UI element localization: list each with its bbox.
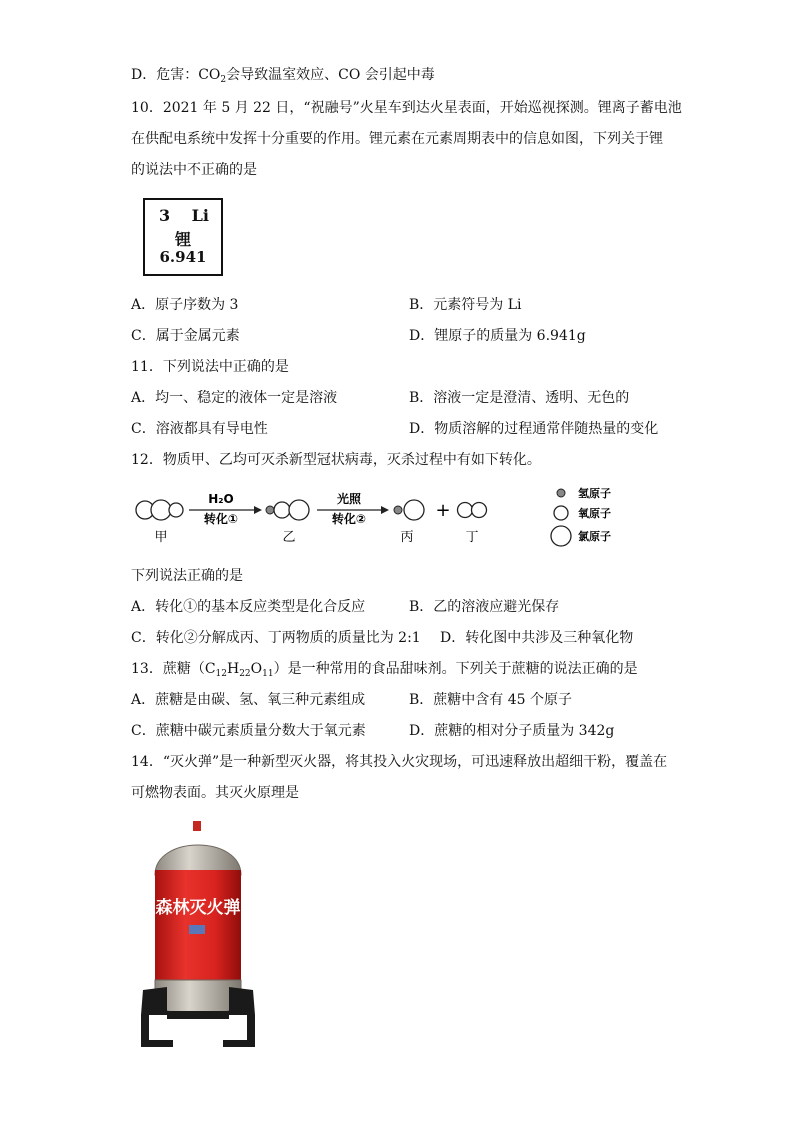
legend-oxygen: 氧原子 [578,507,611,520]
q13-stem: 13．蔗糖$(C_{12}H_{22}O_{11})$是一种常用的食品甜味剂。下列关于蔗糖的说法正确的是 [131,661,638,679]
periodic-table-cell [143,198,223,276]
molecule-bing [394,500,424,520]
molecule-ding [458,503,487,518]
q10-option-c[interactable]: C．属于金属元素 [131,328,240,344]
fire-extinguisher-bomb-image [133,815,263,1050]
label-yi: 乙 [282,530,296,545]
arrow2-top-label: 光照 [336,492,362,506]
atomic-mass: 6.941 [159,248,207,266]
q11-option-b[interactable]: B．溶液一定是澄清、透明、无色的 [409,390,630,406]
label-ding: 丁 [465,530,479,545]
bottle-brand-text: 森林灭火弹 [155,898,241,918]
q11-option-a[interactable]: A．均一、稳定的液体一定是溶液 [131,390,338,406]
q14-stem-line2: 可燃物表面。其灭火原理是 [131,785,299,801]
q10-stem-line2: 在供配电系统中发挥十分重要的作用。锂元素在元素周期表中的信息如图，下列关于锂 [131,131,663,147]
q9-option-d: D．危害：$CO_2$会导致温室效应、CO 会引起中毒 [131,67,435,85]
arrow1-top-label: H₂O [208,492,234,506]
legend-chlorine: 氯原子 [578,530,611,543]
q10-option-b[interactable]: B．元素符号为 Li [409,297,522,313]
q10-option-d[interactable]: D．锂原子的质量为 6.941g [409,328,586,344]
q10-stem-line3: 的说法中不正确的是 [131,162,257,178]
atom-legend [551,486,611,546]
reaction-diagram [131,483,671,555]
q10-stem-line1: 10．2021 年 5 月 22 日，“祝融号”火星车到达火星表面，开始巡视探测。锂离子蓄电池 [131,100,682,116]
q12-option-c[interactable]: C．转化②分解成丙、丁两物质的质量比为 2:1 [131,630,421,646]
label-jia: 甲 [154,530,168,545]
plus-sign: + [435,500,451,521]
q13-option-d[interactable]: D．蔗糖的相对分子质量为 342g [409,723,615,739]
q13-option-a[interactable]: A．蔗糖是由碳、氢、氧三种元素组成 [131,692,366,708]
arrow-conversion-1 [189,492,262,526]
legend-hydrogen: 氢原子 [578,487,611,500]
element-name: 锂 [174,230,191,249]
q10-option-a[interactable]: A．原子序数为 3 [131,297,239,313]
q11-option-d[interactable]: D．物质溶解的过程通常伴随热量的变化 [409,421,659,437]
q12-option-b[interactable]: B．乙的溶液应避光保存 [409,599,560,615]
q12-followup: 下列说法正确的是 [131,568,243,584]
atomic-number: 3 [159,206,171,225]
label-bing: 丙 [400,530,414,545]
q13-option-b[interactable]: B．蔗糖中含有 45 个原子 [409,692,573,708]
arrow-conversion-2 [317,491,389,526]
q14-stem-line1: 14．“灭火弹”是一种新型灭火器，将其投入火灾现场，可迅速释放出超细干粉，覆盖在 [131,754,668,770]
element-symbol: Li [191,206,209,225]
arrow2-bottom-label: 转化② [331,512,367,526]
q12-option-d[interactable]: D．转化图中共涉及三种氧化物 [440,630,634,646]
q12-option-a[interactable]: A．转化①的基本反应类型是化合反应 [131,599,366,615]
q11-stem: 11．下列说法中正确的是 [131,359,289,375]
q11-option-c[interactable]: C．溶液都具有导电性 [131,421,268,437]
arrow1-bottom-label: 转化① [203,512,239,526]
q13-option-c[interactable]: C．蔗糖中碳元素质量分数大于氧元素 [131,723,366,739]
q12-stem: 12．物质甲、乙均可灭杀新型冠状病毒，灭杀过程中有如下转化。 [131,452,541,468]
molecule-jia [136,500,183,520]
molecule-yi [266,500,309,520]
